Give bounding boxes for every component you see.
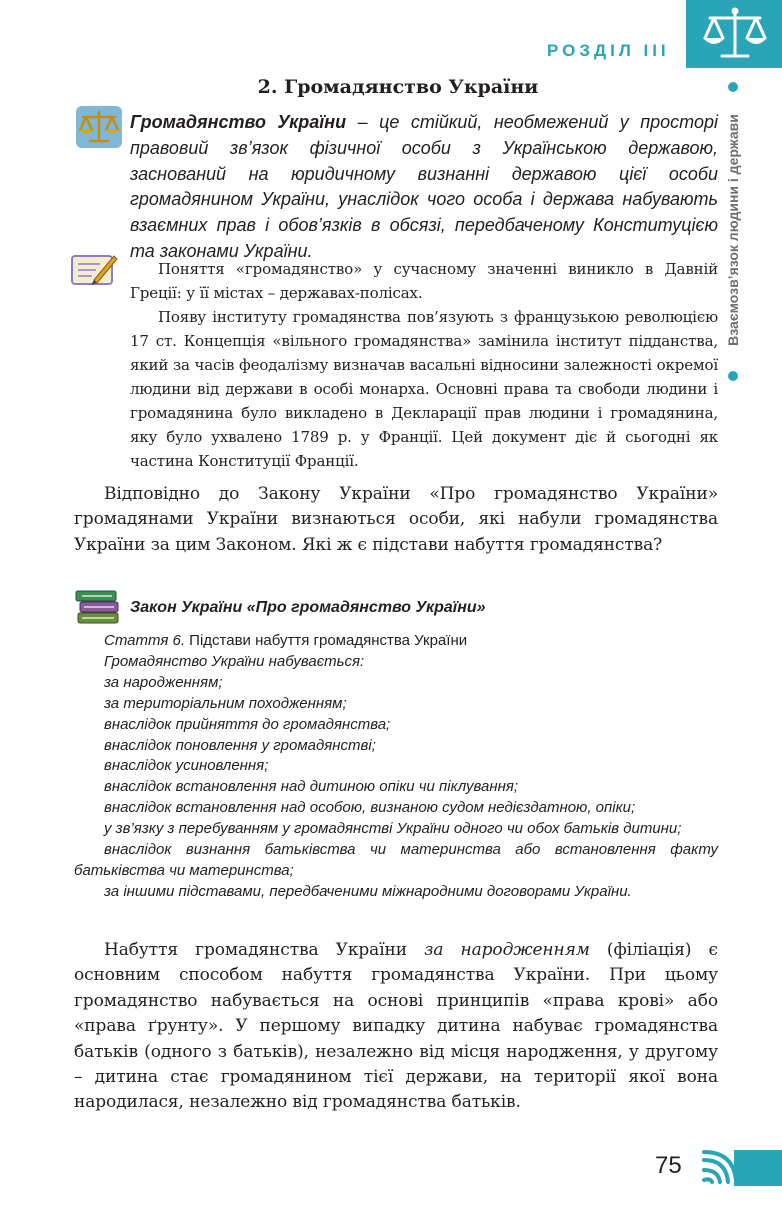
law-item: внаслідок визнання батьківства чи материнства або встановлення факту батьківства чи материнства;	[74, 841, 718, 879]
history-paragraph-1: Поняття «громадянство» у сучасному значенні виникло в Давній Греції: у її містах – державах-полісах.	[130, 260, 718, 302]
law-item: внаслідок встановлення над дитиною опіки чи піклування;	[104, 778, 519, 796]
page-number: 75	[655, 1152, 682, 1179]
law-body	[74, 631, 718, 903]
law-title: Закон України «Про громадянство України»	[130, 599, 486, 616]
main-paragraph-2-emphasis: за народженням	[424, 940, 590, 960]
history-paragraph-2: Появу інституту громадянства пов’язують з французькою революцією 17 ст. Концепція «вільного громадянства» замінила інститут підданства, який за часів феодалізму визначав васальні відносини залежності окремої людини від держави в особі монарха. Основні права та свободи людини і громадянина було викладено в Декларації прав людини і громадянина, яку було ухвалено 1789 р. у Франції. Цей документ діє й сьогодні як частина Конституції Франції.	[130, 308, 718, 470]
chapter-corner-box	[686, 0, 782, 68]
law-item: внаслідок поновлення у громадянстві;	[104, 736, 376, 754]
law-item: Громадянство України набувається:	[104, 652, 365, 670]
section-heading: 2. Громадянство України	[257, 76, 539, 98]
law-item: за іншими підставами, передбаченими міжнародними договорами України.	[104, 882, 632, 900]
scales-icon	[700, 4, 770, 64]
definition-body: – це стійкий, необмежений у просторі правовий зв’язок фізичної особи з Українською державою, заснований на юридичному визнанні державою цієї особи громадянином України, унаслідок чого особа і держава набувають взаємних прав і обов’язків в обсязі, передбаченому Конституцією та законами України.	[130, 112, 718, 261]
law-item: за народженням;	[104, 673, 223, 691]
main-paragraph-1: Відповідно до Закону України «Про громадянство України» громадянами України визнаються особи, які набули громадянства України за цим Законом. Які ж є підстави набуття громадянства?	[74, 484, 718, 555]
law-item: у зв’язку з перебуванням у громадянстві України одного чи обох батьків дитини;	[104, 820, 682, 838]
side-dot-bottom	[728, 371, 738, 381]
side-title: Взаємозв’язок людини і держави	[725, 114, 741, 346]
law-article-label: Стаття 6.	[104, 632, 186, 649]
definition-term: Громадянство України	[130, 112, 347, 132]
main-paragraph-2	[74, 938, 718, 1116]
definition-text	[130, 110, 718, 265]
books-icon	[74, 585, 124, 627]
law-item: за територіальним походженням;	[104, 694, 347, 712]
law-item: внаслідок усиновлення;	[104, 757, 269, 775]
law-item: внаслідок прийняття до громадянства;	[104, 715, 391, 733]
history-block	[130, 257, 718, 473]
law-article-line	[74, 631, 718, 652]
signal-waves-icon	[700, 1150, 782, 1186]
main-paragraph-2-start: Набуття громадянства України	[104, 940, 425, 960]
main-paragraph-2-rest: (філіація) є основним способом набуття громадянства України. При цьому громадянство набувається на основі принципів «права крові» або «права ґрунту». У першому випадку дитина набуває громадянства батьків (одного з батьків), незалежно від місця народження, у другому – дитина стає громадянином тієї держави, на території якої вона народилася, незалежно від громадянства батьків.	[74, 940, 718, 1113]
law-article-title: Підстави набуття громадянства України	[185, 632, 468, 649]
scales-definition-icon	[76, 106, 122, 148]
law-item: внаслідок встановлення над особою, визнаною судом недієздатною, опіки;	[104, 799, 636, 817]
pencil-note-icon	[70, 250, 118, 288]
chapter-label: РОЗДІЛ III	[547, 41, 670, 60]
